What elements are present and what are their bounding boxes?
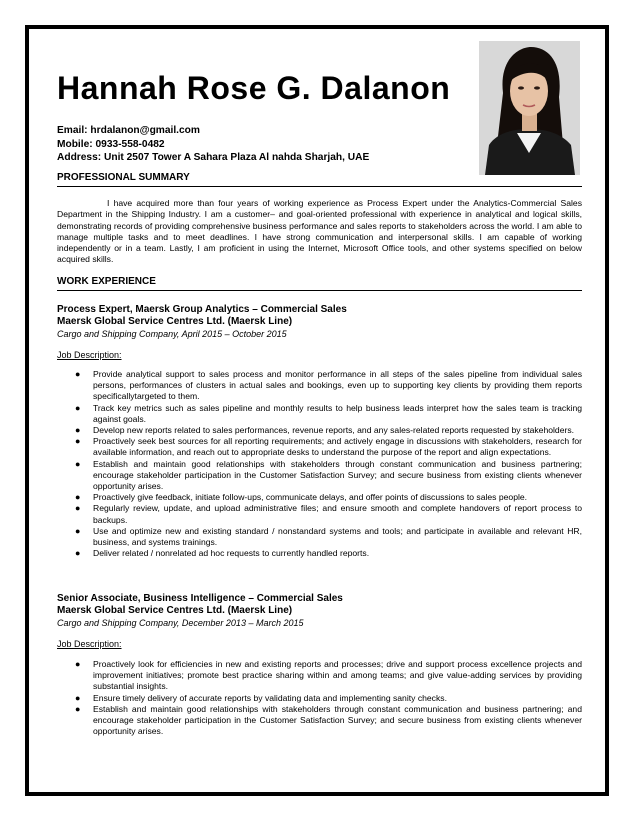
list-item: ● Provide analytical support to sales process and monitor performance in all steps of the sales pipeline from individual sales persons, performances of clusters in actual sales and bookings, even up to supporting key clients by providing them reports specificallytargeted to them. <box>75 369 582 402</box>
work-divider <box>57 290 582 291</box>
mobile-line: Mobile: 0933-558-0482 <box>57 138 165 150</box>
email-line: Email: hrdalanon@gmail.com <box>57 125 200 136</box>
bullet-icon: ● <box>75 402 81 413</box>
profile-photo <box>479 41 580 175</box>
job-company: Maersk Global Service Centres Ltd. (Maersk Line) <box>57 605 293 616</box>
bullet-icon: ● <box>75 425 81 436</box>
list-item: ● Proactively give feedback, initiate follow-ups, communicate delays, and offer points of discussions to sales people. <box>75 492 528 503</box>
bullet-icon: ● <box>75 692 81 703</box>
summary-text: I have acquired more than four years of working experience as Process Expert under the Analytics-Commercial Sales Department in the Shipping Industry. I am a customer– and goal-oriented professional with experience in analytical and logical skills, demonstrating records of providing comprehensive business performance and sales reports to stakeholders across the world. I am able to manage multiple tasks and to meet deadlines. I have strong communication and interpersonal skills. I am capable of working independently or in a team. Lastly, I am proficient in using the Internet, Microsoft Office tools, and other systems specified on below acquired skills. <box>57 198 582 265</box>
bullet-icon: ● <box>75 436 81 447</box>
list-item: ● Develop new reports related to sales performances, revenue reports, and any sales-related reports requested by stakeholders. <box>75 425 575 436</box>
job-dates: Cargo and Shipping Company, April 2015 – October 2015 <box>57 329 287 339</box>
bullet-icon: ● <box>75 659 81 669</box>
job-title: Process Expert, Maersk Group Analytics – Commercial Sales <box>57 304 347 315</box>
list-item: ● Establish and maintain good relationships with stakeholders through constant communication and business partnering; encourage stakeholder participation in the Customer Satisfaction Survey; and secure business from existing clients whenever opportunity arises. <box>75 458 582 492</box>
job-company: Maersk Global Service Centres Ltd. (Maersk Line) <box>57 316 293 327</box>
portrait-image <box>479 41 580 175</box>
bullet-icon: ● <box>75 548 81 559</box>
job-title: Senior Associate, Business Intelligence – Commercial Sales <box>57 593 343 604</box>
summary-heading: PROFESSIONAL SUMMARY <box>57 172 190 183</box>
job-2-bullets <box>57 659 582 737</box>
list-item: ● Ensure timely delivery of accurate reports by validating data and implementing sanity checks. <box>75 692 447 703</box>
bullet-icon: ● <box>75 525 81 536</box>
list-item: ● Proactively seek best sources for all reporting requirements; and actively engage in discussions with stakeholders, research for available information, and reach out to appropriate desks to understand the purpose of the report and align expectations. <box>75 436 582 458</box>
job-2-header <box>57 593 582 650</box>
bullet-icon: ● <box>75 703 81 714</box>
list-item: ● Proactively look for efficiencies in new and existing reports and processes; drive and support process excellence projects and improvement initiatives; promote best practice sharing within and among teams; and give value-adding services by providing substantial insights. <box>75 659 582 692</box>
job-1-bullets <box>57 369 582 559</box>
list-item: ● Deliver related / nonrelated ad hoc requests to currently handled reports. <box>75 548 370 559</box>
list-item: ● Establish and maintain good relationships with stakeholders through constant communication and business partnering; and encourage stakeholder participation in the Customer Satisfaction Survey; and secure business from existing clients whenever opportunity arises. <box>75 703 582 737</box>
address-line: Address: Unit 2507 Tower A Sahara Plaza Al nahda Sharjah, UAE <box>57 152 370 163</box>
bullet-icon: ● <box>75 492 81 503</box>
candidate-name: Hannah Rose G. Dalanon <box>57 70 451 106</box>
contact-block <box>57 124 369 165</box>
job-dates: Cargo and Shipping Company, December 2013 – March 2015 <box>57 618 304 628</box>
bullet-icon: ● <box>75 369 81 379</box>
job-1-header <box>57 304 582 361</box>
bullet-icon: ● <box>75 503 81 514</box>
job-description-label: Job Description: <box>57 350 122 360</box>
list-item: ● Use and optimize new and existing standard / nonstandard systems and tools; and participate in available and relevant HR, business, and systems trainings. <box>75 525 582 548</box>
list-item: ● Track key metrics such as sales pipeline and monthly results to help business leads interpret how the sales team is tracking against goals. <box>75 402 582 424</box>
job-description-label: Job Description: <box>57 639 122 649</box>
list-item: ● Regularly review, update, and upload administrative files; and ensure smooth and complete handovers of report process to backups. <box>75 503 582 525</box>
bullet-icon: ● <box>75 458 81 469</box>
work-heading: WORK EXPERIENCE <box>57 276 156 287</box>
summary-divider <box>57 186 582 187</box>
